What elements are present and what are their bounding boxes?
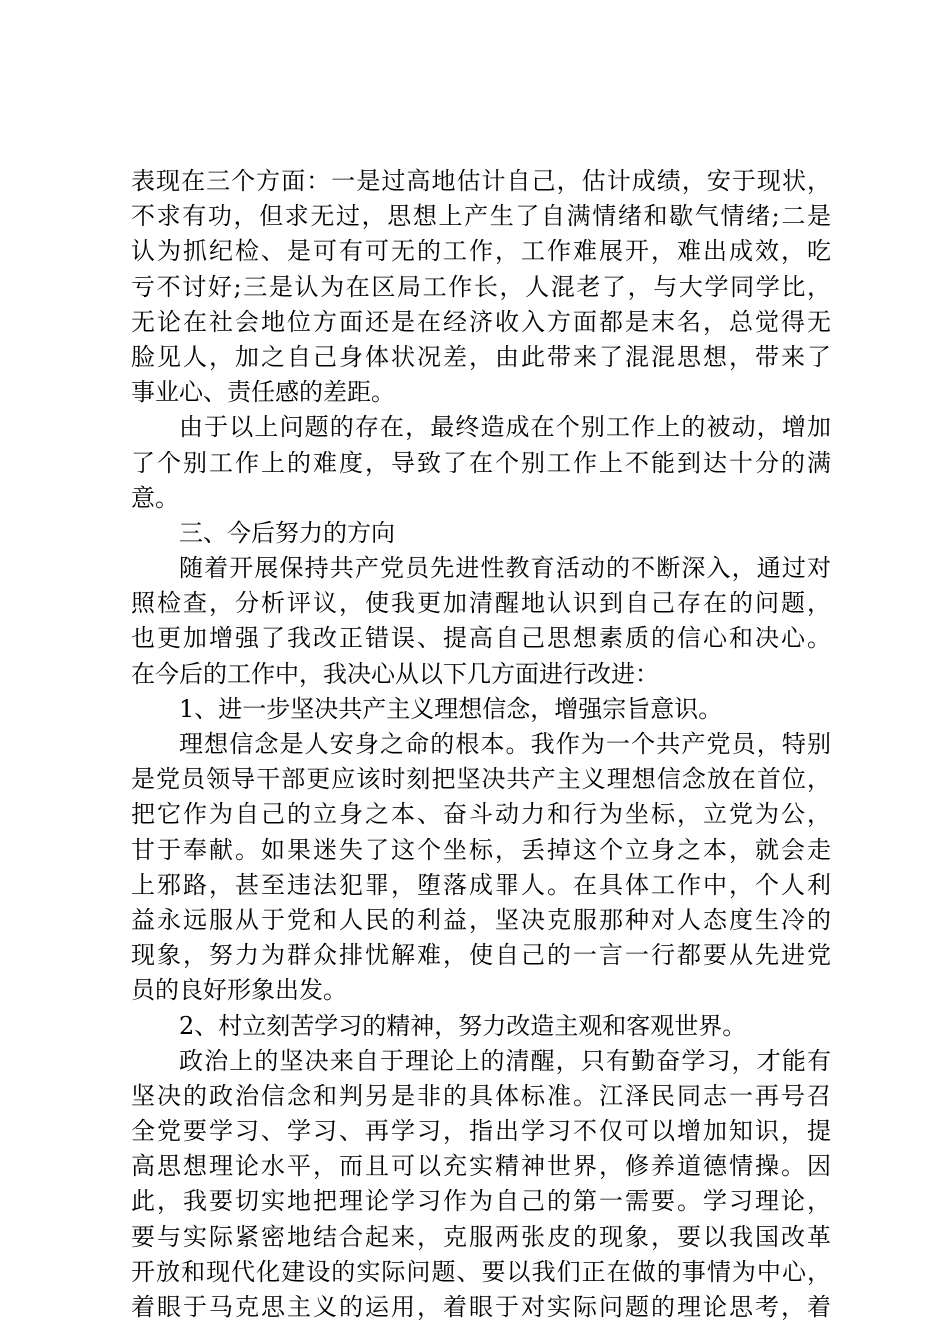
subheading: 1、进一步坚决共产主义理想信念，增强宗旨意识。	[179, 694, 723, 723]
text-line: 也更加增强了我改正错误、提高自己思想素质的信心和决心。	[131, 624, 831, 653]
paragraph-start: 理想信念是人安身之命的根本。我作为一个共产党员，特别	[179, 730, 831, 758]
document-body	[131, 164, 831, 1325]
text-line: 是党员领导干部更应该时刻把坚决共产主义理想信念放在首位，	[131, 765, 831, 794]
text-line: 了个别工作上的难度，导致了在个别工作上不能到达十分的满	[131, 448, 831, 477]
text-line: 把它作为自己的立身之本、奋斗动力和行为坐标，立党为公，	[131, 800, 831, 829]
text-line: 坚决的政治信念和判另是非的具体标准。江泽民同志一再号召	[131, 1081, 831, 1110]
text-line: 在今后的工作中，我决心从以下几方面进行改进：	[131, 659, 659, 688]
text-line: 事业心、责任感的差距。	[131, 378, 395, 407]
text-line: 此，我要切实地把理论学习作为自己的第一需要。学习理论，	[131, 1187, 831, 1216]
text-line: 开放和现代化建设的实际问题、要以我们正在做的事情为中心，	[131, 1257, 831, 1286]
text-line: 甘于奉献。如果迷失了这个坐标，丢掉这个立身之本，就会走	[131, 835, 831, 864]
text-line: 现象，努力为群众排忧解难，使自己的一言一行都要从先进党	[131, 941, 831, 970]
text-line: 照检查，分析评议，使我更加清醒地认识到自己存在的问题，	[131, 589, 831, 618]
text-line: 上邪路，甚至违法犯罪，堕落成罪人。在具体工作中，个人利	[131, 870, 831, 899]
text-line: 亏不讨好;三是认为在区局工作长，人混老了，与大学同学比，	[131, 272, 831, 301]
text-line: 不求有功，但求无过，思想上产生了自满情绪和歇气情绪;二是	[131, 202, 831, 231]
text-line: 着眼于马克思主义的运用，着眼于对实际问题的理论思考，着	[131, 1293, 831, 1321]
text-line: 要与实际紧密地结合起来，克服两张皮的现象，要以我国改革	[131, 1222, 831, 1251]
text-line: 认为抓纪检、是可有可无的工作，工作难展开，难出成效，吃	[131, 237, 831, 266]
text-line: 全党要学习、学习、再学习，指出学习不仅可以增加知识，提	[131, 1117, 831, 1146]
text-line: 员的良好形象出发。	[131, 976, 347, 1005]
section-heading: 三、今后努力的方向	[179, 518, 395, 547]
text-line: 无论在社会地位方面还是在经济收入方面都是末名，总觉得无	[131, 307, 831, 336]
text-line: 脸见人，加之自己身体状况差，由此带来了混混思想，带来了	[131, 342, 831, 371]
text-line: 高思想理论水平，而且可以充实精神世界，修养道德情操。因	[131, 1152, 831, 1181]
paragraph-start: 随着开展保持共产党员先进性教育活动的不断深入，通过对	[179, 554, 831, 583]
text-line: 表现在三个方面：一是过高地估计自己，估计成绩，安于现状，	[131, 167, 831, 195]
text-line: 益永远服从于党和人民的利益，坚决克服那种对人态度生冷的	[131, 905, 831, 934]
paragraph-start: 政治上的坚决来自于理论上的清醒，只有勤奋学习，才能有	[179, 1046, 831, 1075]
subheading: 2、村立刻苦学习的精神，努力改造主观和客观世界。	[179, 1011, 747, 1040]
text-line: 意。	[131, 483, 179, 512]
paragraph-start: 由于以上问题的存在，最终造成在个别工作上的被动，增加	[179, 413, 831, 442]
